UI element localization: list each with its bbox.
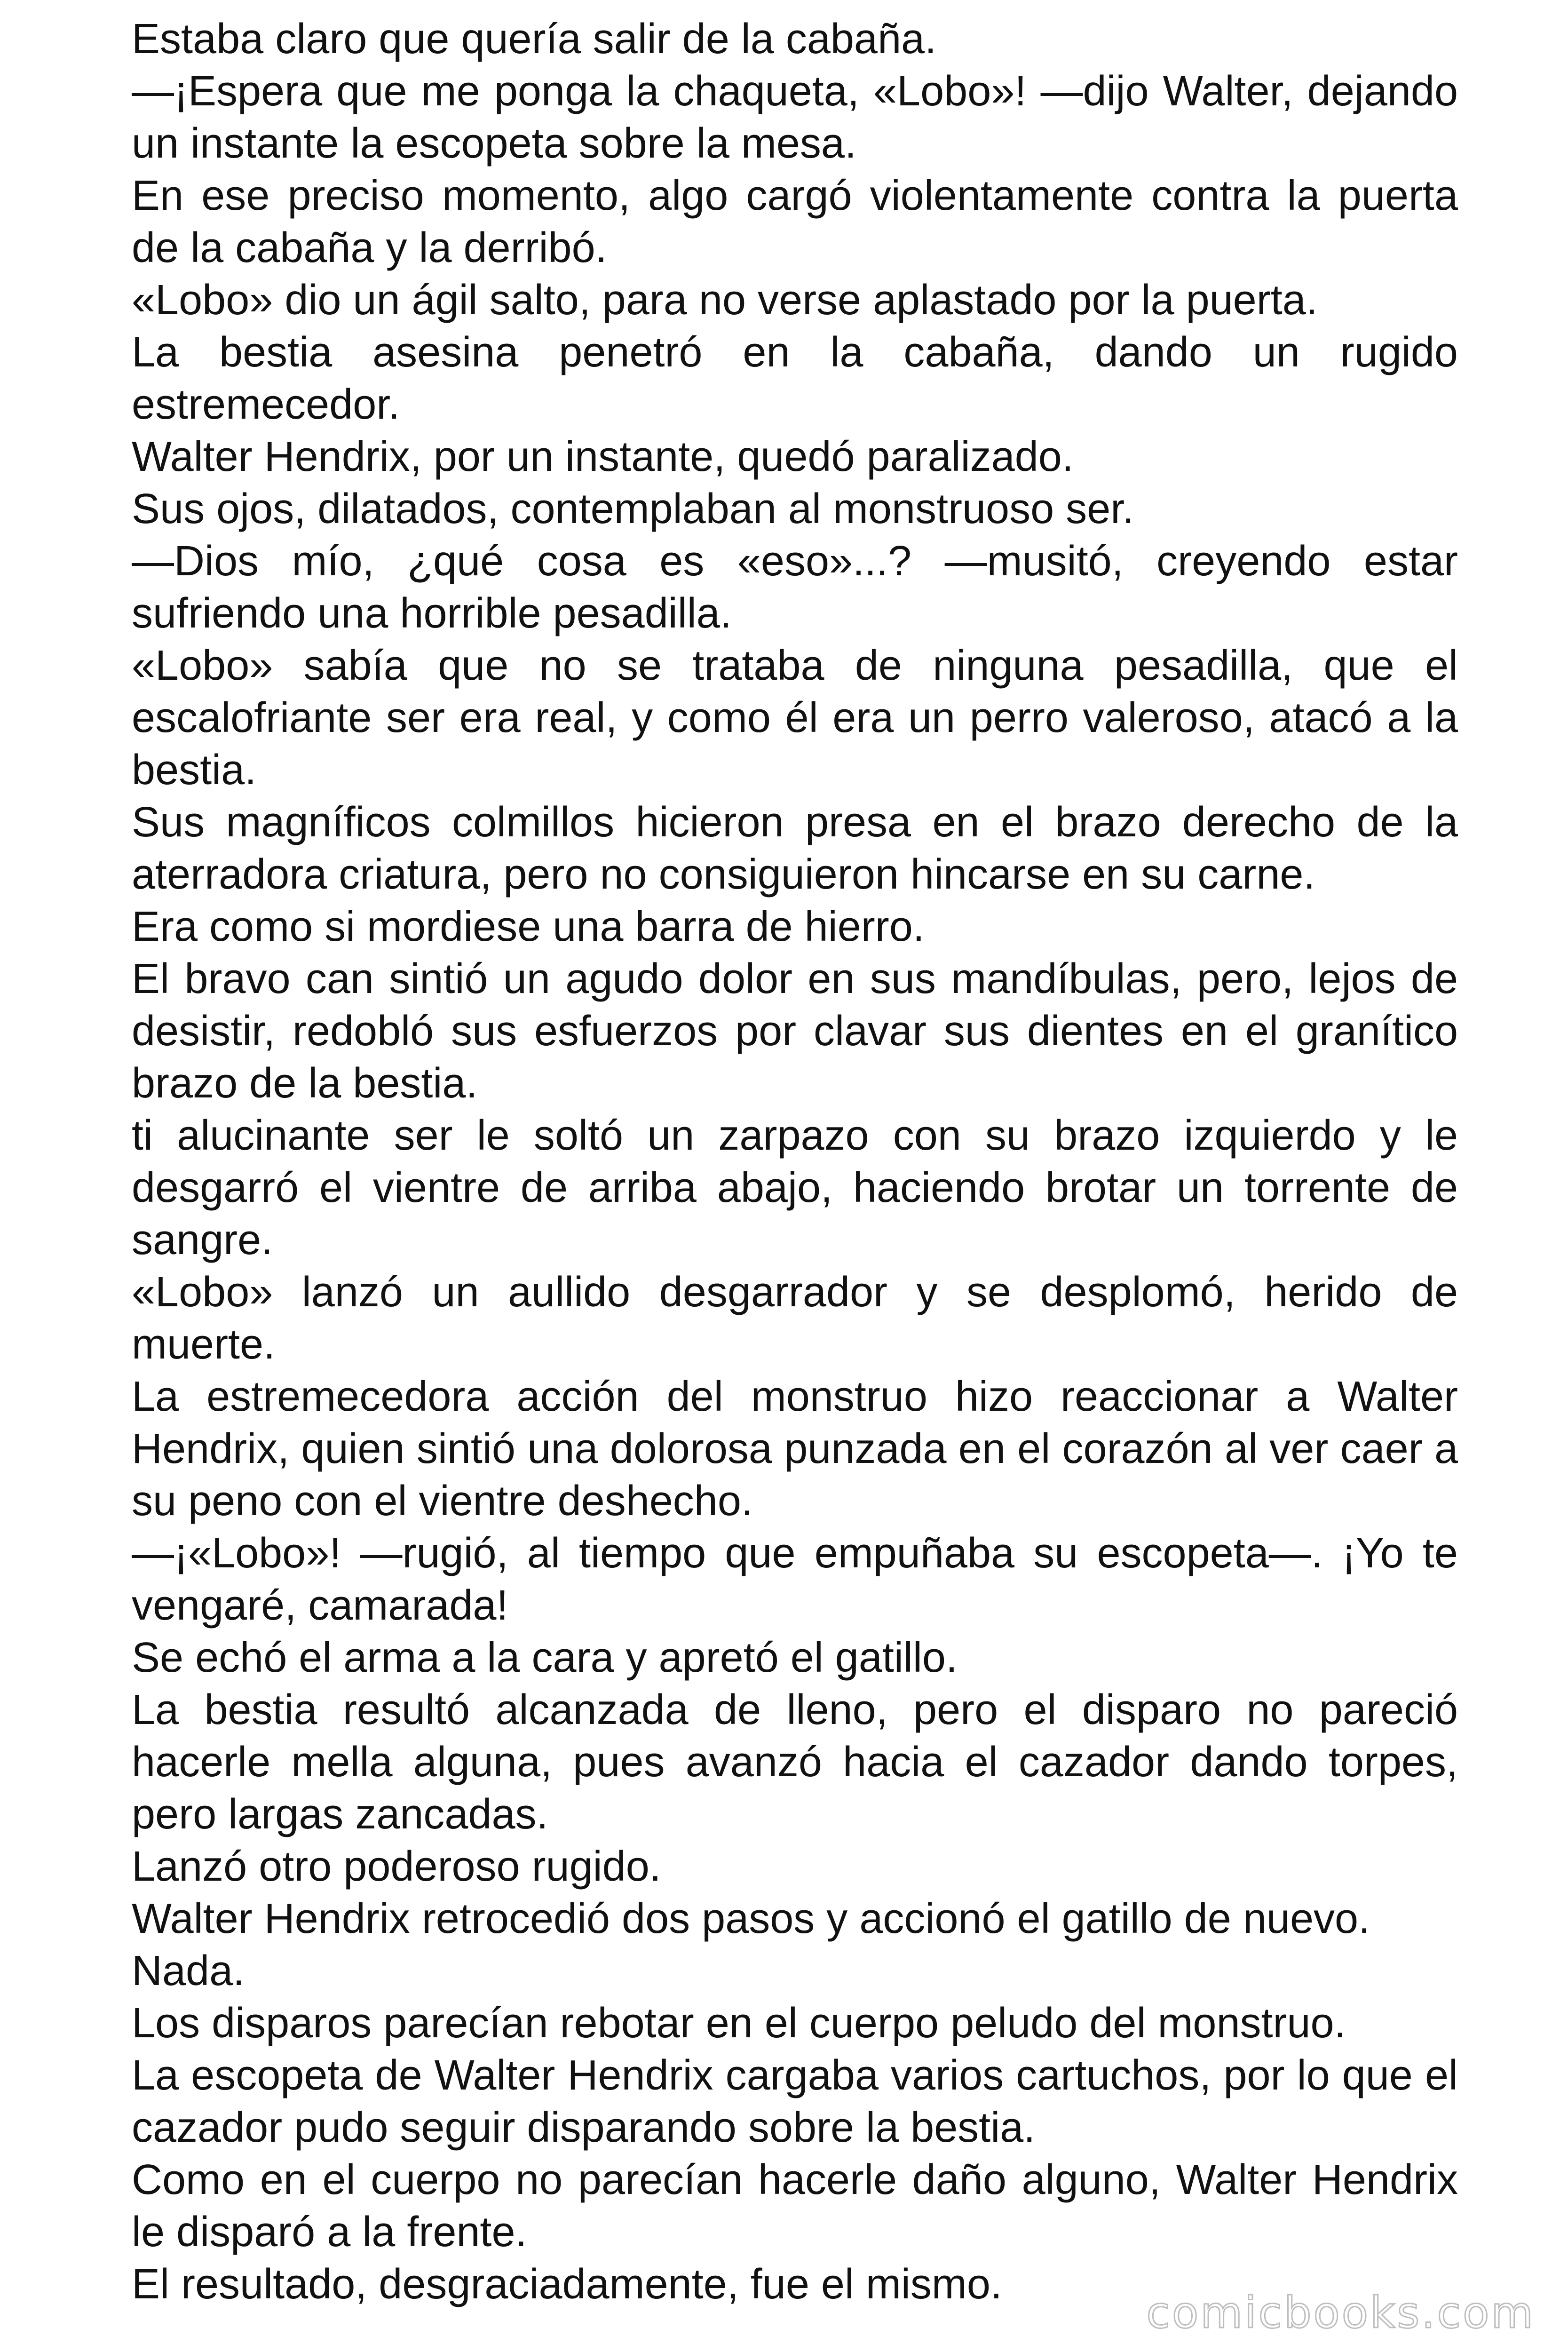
paragraph: Los disparos parecían rebotar en el cuerpo peludo del monstruo. [132, 2000, 1346, 2047]
paragraph: —¡Espera que me ponga la chaqueta, «Lobo»! —dijo Walter, dejando un instante la escopeta sobre la mesa. [132, 68, 1458, 167]
paragraph: Estaba claro que quería salir de la cabaña. [132, 16, 937, 63]
paragraph: Walter Hendrix retrocedió dos pasos y accionó el gatillo de nuevo. [132, 1895, 1370, 1942]
paragraph: Sus ojos, dilatados, contemplaban al monstruoso ser. [132, 485, 1134, 532]
paragraph: Lanzó otro poderoso rugido. [132, 1843, 661, 1890]
paragraph: «Lobo» lanzó un aullido desgarrador y se desplomó, herido de muerte. [132, 1269, 1458, 1368]
body-text [132, 13, 1458, 2311]
paragraph: Se echó el arma a la cara y apretó el gatillo. [132, 1634, 958, 1681]
paragraph: El resultado, desgraciadamente, fue el mismo. [132, 2261, 1002, 2308]
paragraph: Nada. [132, 1947, 245, 1994]
paragraph: Walter Hendrix, por un instante, quedó paralizado. [132, 433, 1074, 480]
paragraph: Era como si mordiese una barra de hierro. [132, 903, 925, 950]
paragraph: «Lobo» dio un ágil salto, para no verse aplastado por la puerta. [132, 277, 1318, 324]
paragraph: La bestia asesina penetró en la cabaña, dando un rugido estremecedor. [132, 329, 1458, 428]
paragraph: Sus magníficos colmillos hicieron presa en el brazo derecho de la aterradora criatura, pero no consiguieron hincarse en su carne. [132, 799, 1458, 898]
paragraph: —¡«Lobo»! —rugió, al tiempo que empuñaba su escopeta—. ¡Yo te vengaré, camarada! [132, 1530, 1458, 1629]
paragraph: «Lobo» sabía que no se trataba de ninguna pesadilla, que el escalofriante ser era real, y como él era un perro valeroso, atacó a la bestia. [132, 642, 1458, 794]
paragraph: La bestia resultó alcanzada de lleno, pero el disparo no pareció hacerle mella alguna, pues avanzó hacia el cazador dando torpes, pero largas zancadas. [132, 1686, 1458, 1838]
paragraph: El bravo can sintió un agudo dolor en sus mandíbulas, pero, lejos de desistir, redobló sus esfuerzos por clavar sus dientes en el granítico brazo de la bestia. [132, 955, 1458, 1107]
paragraph: La escopeta de Walter Hendrix cargaba varios cartuchos, por lo que el cazador pudo seguir disparando sobre la bestia. [132, 2052, 1458, 2151]
paragraph: En ese preciso momento, algo cargó violentamente contra la puerta de la cabaña y la derribó. [132, 172, 1458, 271]
paragraph: La estremecedora acción del monstruo hizo reaccionar a Walter Hendrix, quien sintió una dolorosa punzada en el corazón al ver caer a su peno con el vientre deshecho. [132, 1373, 1458, 1525]
paragraph: ti alucinante ser le soltó un zarpazo con su brazo izquierdo y le desgarró el vientre de arriba abajo, haciendo brotar un torrente de sangre. [132, 1112, 1458, 1263]
paragraph: Como en el cuerpo no parecían hacerle daño alguno, Walter Hendrix le disparó a la frente. [132, 2156, 1458, 2256]
paragraph: —Dios mío, ¿qué cosa es «eso»...? —musitó, creyendo estar sufriendo una horrible pesadilla. [132, 538, 1458, 637]
watermark-logo: comicbooks.com [1146, 2288, 1535, 2338]
